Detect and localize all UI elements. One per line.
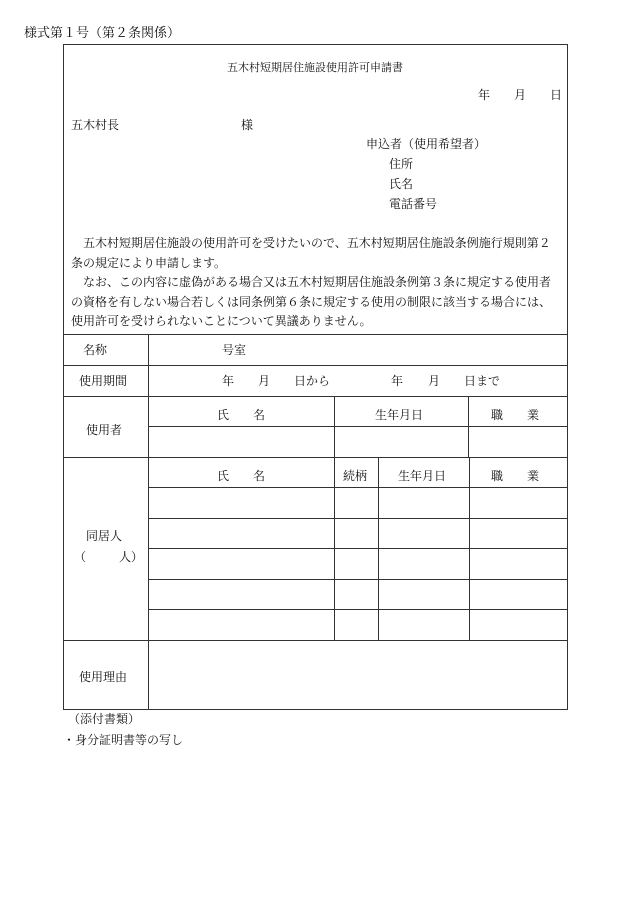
cohabitant-column-rule: [334, 457, 335, 640]
period-row-label: 使用期間: [79, 374, 128, 388]
attachment-item: ・身分証明書等の写し: [63, 733, 184, 747]
cohabitant-section-label: 同居人: [86, 529, 123, 543]
cohabitant-count-open: （: [74, 550, 87, 564]
body-paragraph-2: なお、この内容に虚偽がある場合又は五木村短期居住施設条例第３条に規定する使用者の資格を有しない場合若しくは同条例第６条に規定する使用の制限に該当する場合には、使用許可を受けられないことについて異議ありません。: [71, 275, 552, 328]
form-number: 様式第１号（第２条関係）: [24, 26, 181, 41]
user-column-rule: [468, 396, 469, 457]
table-rule: [63, 334, 568, 335]
label-column-rule: [148, 334, 149, 710]
form-title: 五木村短期居住施設使用許可申請書: [227, 61, 403, 74]
period-year-1: 年: [222, 374, 235, 388]
date-year: 年: [478, 88, 491, 102]
addressee-honorific: 様: [241, 118, 254, 132]
cohabitant-column-rule: [469, 457, 470, 640]
table-rule: [63, 396, 568, 397]
cohabitant-col-job: 職 業: [491, 469, 540, 483]
table-rule: [63, 457, 568, 458]
date-month: 月: [514, 88, 527, 102]
cohabitant-column-rule: [378, 457, 379, 640]
addressee-name: 五木村長: [71, 118, 120, 132]
applicant-address-label: 住所: [389, 157, 414, 171]
table-rule: [63, 640, 568, 641]
applicant-name-label: 氏名: [389, 177, 414, 191]
cohabitant-col-relation: 続柄: [343, 469, 368, 483]
table-rule: [148, 548, 568, 549]
name-row-room: 号室: [222, 343, 247, 357]
attachments-heading: （添付書類）: [68, 712, 141, 726]
table-rule: [148, 579, 568, 580]
applicant-heading: 申込者（使用希望者）: [366, 137, 487, 151]
applicant-phone-label: 電話番号: [389, 197, 438, 211]
table-rule: [148, 487, 568, 488]
period-until: 日まで: [464, 374, 501, 388]
user-col-birth: 生年月日: [375, 408, 424, 422]
user-column-rule: [334, 396, 335, 457]
period-year-2: 年: [391, 374, 404, 388]
period-from: 日から: [294, 374, 331, 388]
user-section-label: 使用者: [86, 423, 123, 437]
table-rule: [148, 518, 568, 519]
user-col-name: 氏 名: [217, 408, 266, 422]
user-col-job: 職 業: [491, 408, 540, 422]
cohabitant-col-birth: 生年月日: [398, 469, 447, 483]
table-rule: [63, 365, 568, 366]
period-month-1: 月: [258, 374, 271, 388]
period-month-2: 月: [428, 374, 441, 388]
date-day: 日: [550, 88, 563, 102]
table-rule: [148, 426, 568, 427]
name-row-label: 名称: [83, 343, 108, 357]
cohabitant-count-unit: 人）: [119, 550, 144, 564]
table-rule: [148, 609, 568, 610]
body-paragraph-1: 五木村短期居住施設の使用許可を受けたいので、五木村短期居住施設条例施行規則第２条の規定により申請します。: [71, 236, 551, 270]
cohabitant-col-name: 氏 名: [217, 469, 266, 483]
reason-row-label: 使用理由: [79, 670, 128, 684]
